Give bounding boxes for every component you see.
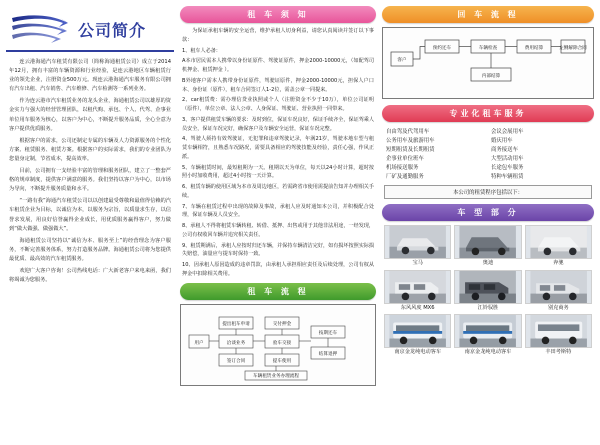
flow-node-label: 洽谈业务 [226, 340, 246, 346]
car-cell [454, 225, 521, 267]
car-name: 宝马 [412, 260, 423, 266]
section-header-rental-flow: 租 车 流 程 [180, 283, 376, 300]
company-header [6, 6, 174, 52]
return-node-label: 预约还车 [432, 46, 452, 51]
notice-paragraph: A本市居民需本人携带以身份证原件、驾驶证原件，押金2000-10000元，（如配驾司机押金、租赁押金 ）。 [182, 58, 374, 73]
car-cell [384, 225, 451, 267]
car-name: 奥迪 [482, 260, 494, 266]
notice-paragraph: 7、车辆在租赁过程中出现的故障及事故，承租人应及时通知本公司，并积极配合处理，保证车辆及人员安全。 [182, 203, 374, 219]
notice-paragraph: 1、租车人必备： [182, 47, 221, 54]
flow-node-label: 用户 [194, 340, 204, 346]
intro-paragraph: 作为连云港市汽车租赁业务的龙头企业，海通租赁公司以雄厚的资金实力与强大的经营管理团队，以租代购、承包、个人、代驾、企事业单位用车服务为核心，以客户为中心，不断提升服务品质，全心全意为客户提供优质服务。 [9, 98, 171, 132]
car-name: 奔驰 [553, 260, 564, 266]
car-cell [454, 314, 521, 356]
service-item: 长途包车服务 [491, 165, 524, 171]
service-item: 机场接送服务 [386, 165, 419, 171]
car-photo [384, 225, 451, 259]
car-name: 南京金龙纯电动客车 [464, 349, 512, 355]
car-photo [454, 225, 521, 259]
car-photo [525, 314, 592, 348]
service-item: 婚庆用车 [491, 138, 513, 144]
car-cell [454, 270, 521, 312]
service-item: 大型活动用车 [491, 156, 524, 162]
notice-paragraph: B外地客户需本人携带身份证原件，驾驶证原件，押金2000-10000元，担保人户口本、身份证（原件），租车合同签订人1-2位，需盖公章一同提来。 [182, 77, 374, 93]
notice-paragraph: 为保证承租车辆的安全运营，维护承租人切身利益，请您认真阅读并签订以下事款： [182, 28, 374, 43]
car-cell [525, 314, 592, 356]
car-name: 别克商务 [547, 304, 569, 311]
notice-paragraph: 6、租赁车辆的使用区域为本市及周边地区，若需跨省市使用需提前告知并办理相关手续。 [182, 184, 374, 199]
right-column [382, 6, 594, 439]
flow-node-label: 交付押金 [272, 321, 292, 327]
notice-paragraph: 2、car租赁费：需办理信贷业执照或个人（注册资金不少于10万），单位公司证明（原件），单位公章、法人公章、人身保证、驾驶证、营业执照一同带来。 [182, 97, 374, 112]
car-photo [384, 314, 451, 348]
blue-arrow-logo-icon [10, 12, 72, 46]
service-item: 厂矿及通勤服务 [386, 174, 424, 180]
notice-paragraph: 9、租赁期满后，承租人应按时归还车辆，并保持车辆清洁完好，如有损坏按照实际损失赔偿，油量应与提车时保持一致。 [182, 242, 374, 258]
intro-paragraph: 目前，公司拥有一支经验丰富的管理和服务团队，建立了一整套严格的规章制度，提供客户满意的服务。我们坚持以客户为中心，以市场为导向，不断提升服务质量和水平。 [9, 168, 171, 193]
service-item: 企事业单位班车 [386, 156, 424, 162]
car-photo [525, 225, 592, 259]
car-name: 江铃驭胜 [477, 304, 499, 311]
return-node-label: 左侧解除合同 [559, 46, 587, 51]
flow-node-label: 验车交接 [272, 340, 292, 346]
car-model-grid [382, 225, 594, 356]
return-node-label: 内部结算 [481, 74, 501, 79]
service-item: 商务接送车 [491, 147, 518, 153]
return-flow-diagram [382, 27, 594, 99]
service-item: 自由驾及代驾用车 [386, 129, 430, 135]
page-title: 公司简介 [78, 20, 147, 40]
service-item: 会议会展用车 [491, 129, 524, 135]
intro-paragraph: 欢迎广大客户咨询！公司热线电话：广大新老客户来电来函，我们将竭诚为您服务。 [9, 267, 171, 284]
service-list [382, 126, 594, 183]
flow-node-label: 提出租车申请 [222, 321, 250, 327]
car-cell [525, 225, 592, 267]
intro-paragraph: 连云港海通汽车租赁有限公司（简称海通租赁公司）成立于2014年12月，拥有丰富的车辆资源和行业经验，是连云港地区车辆租赁行业的领先企业，注册资金500万元。现连云港海通汽车服务有限公司拥有汽车出租、汽车销售、汽车维修、汽车检测等一系列业务。 [9, 59, 171, 93]
flow-node-label: 按期还车 [318, 330, 338, 336]
car-cell [384, 314, 451, 356]
intro-paragraph: “一路有我”海通汽车租赁公司以以创建最受尊敬和最值得信赖的汽车租赁企业为目标，以诚信为本，以服务为宗旨，以质量求生存，以信誉求发展，用良好信誉赢得企业成长，用优质服务赢得客户，努力做到“做大做强、做强做大”。 [9, 198, 171, 232]
service-item: 公务用车及旅游用车 [386, 138, 435, 144]
car-cell [384, 270, 451, 312]
return-node-label: 车辆检查 [478, 46, 498, 51]
section-header-car-models: 车 型 部 分 [382, 204, 594, 221]
notice-paragraph: 5、车辆租赁时间，最短租期为一天。租期以天为单位，每天以24小时计算，超时按照小时加收费用，超过4小时按一天计算。 [182, 164, 374, 180]
car-name: 南京金龙纯电动客车 [394, 349, 442, 355]
car-photo [454, 270, 521, 304]
service-note: 本公司的租赁程序包括以下： [384, 185, 592, 199]
return-node-label: 客户 [397, 58, 407, 63]
notice-paragraph: 8、承租人不得将租赁车辆转租、转借、抵押、出售或用于其他非法用途，一经发现，公司有权收回车辆并追究相关责任。 [182, 223, 374, 238]
middle-column [180, 6, 376, 439]
intro-paragraph: 根据客户的需求，公司还制定专属的车辆及人力资源服务的个性化方案、租赁服务、租赁方案。根据客户的实际需求，我们的专业团队为您量身定制，节省成本，提高效率。 [9, 137, 171, 162]
section-header-return-flow: 回 车 流 程 [382, 6, 594, 23]
flow-node-label: 结算退押 [318, 351, 338, 357]
car-photo [454, 314, 521, 348]
section-header-rental-notice: 租 车 须 知 [180, 6, 376, 23]
car-name: 丰田考斯特 [545, 349, 572, 355]
flow-node-label: 签订合同 [226, 358, 246, 364]
service-item: 短期租赁及长期租赁 [386, 147, 435, 153]
return-node-label: 费用结算 [524, 46, 544, 51]
rental-flow-diagram [180, 304, 376, 386]
car-cell [525, 270, 592, 312]
flow-footer-label: 车辆租赁业务办理流程 [253, 373, 299, 379]
service-item: 特种车辆租赁 [491, 174, 524, 180]
left-column [6, 6, 174, 439]
flow-node-label: 提车使用 [272, 358, 292, 364]
car-photo [384, 270, 451, 304]
notice-paragraph: 4、驾驶人须持有效驾驶证，无犯罪和违章驾驶记录，年满21岁，驾驶本地车型与租赁车辆相符，且熟悉车况路况，需要具备相应的驾驶技能及经验，责任心强，作风正派。 [182, 136, 374, 160]
car-photo [525, 270, 592, 304]
notice-paragraph: 10、因承租人原因造成的违章罚款，由承租人承担相应责任及后续处理，公司有权从押金中扣除相关费用。 [182, 262, 374, 277]
section-header-professional-service: 专业化租车服务 [382, 105, 594, 122]
intro-paragraph: 海通租赁公司坚持以“诚信为本、服务至上”的经营理念为客户服务，不断完善服务体系，努力打造服务品牌。海通租赁公司将为您提供最优质、最高效的汽车租赁服务。 [9, 237, 171, 262]
car-name: 东风风度 MX6 [400, 304, 435, 311]
notice-paragraph: 3、客户提供租赁车辆的要求：及时到位，保证车况良好，保证手续齐全，保证驾乘人员安全，保证车况完好，确保客户及车辆安全运营，保证车况完整。 [182, 116, 374, 132]
